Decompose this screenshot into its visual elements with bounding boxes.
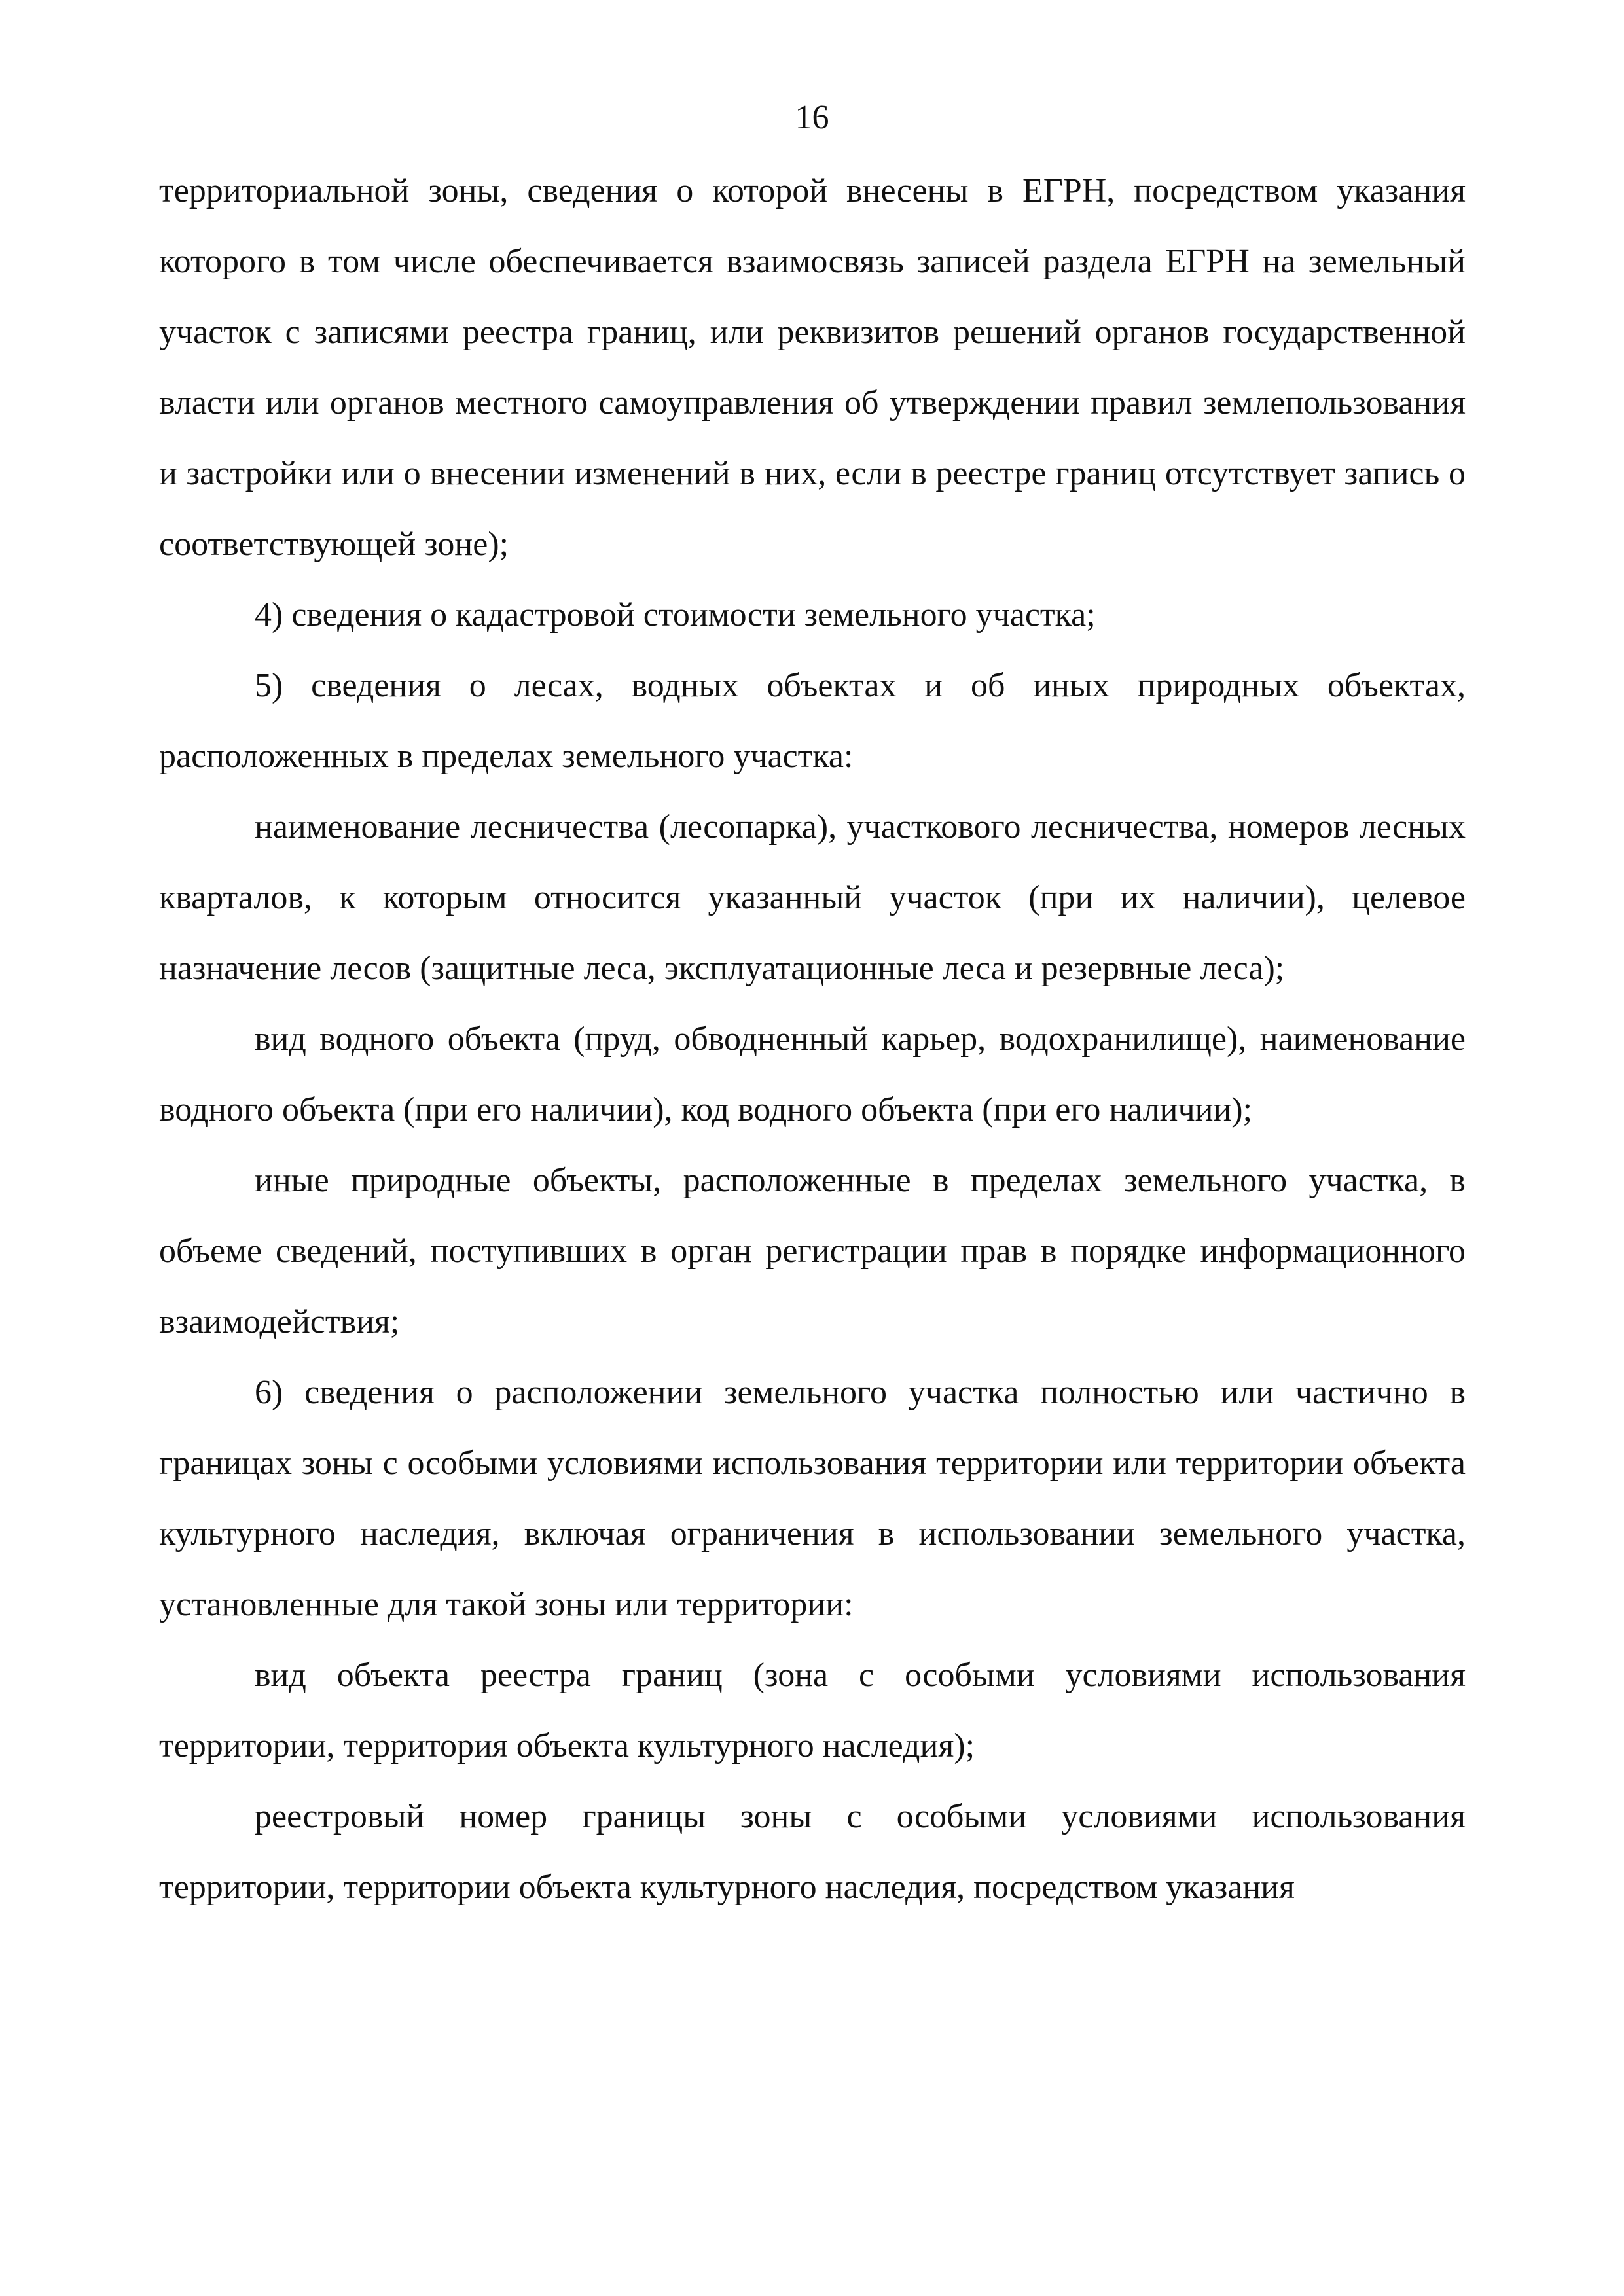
- paragraph-forestry: наименование лесничества (лесопарка), участкового лесничества, номеров лесных кварталов, к которым относится указанный участок (при их наличии), целевое назначение лесов (защитные леса, эксплуатационные леса и резервные леса);: [159, 808, 1466, 987]
- paragraph-item-4-cadastral-value: 4) сведения о кадастровой стоимости земельного участка;: [255, 596, 1096, 634]
- paragraph-other-natural-objects: иные природные объекты, расположенные в пределах земельного участка, в объеме сведений, поступивших в орган регистрации прав в порядке информационного взаимодействия;: [159, 1162, 1466, 1340]
- paragraph-item-6-special-zones: 6) сведения о расположении земельного участка полностью или частично в границах зоны с особыми условиями использования территории или территории объекта культурного наследия, включая ограничения в использовании земельного участка, установленные для такой зоны или территории:: [159, 1374, 1466, 1623]
- paragraph-item-5-natural-objects: 5) сведения о лесах, водных объектах и об иных природных объектах, расположенных в пределах земельного участка:: [159, 667, 1466, 775]
- page-number: 16: [795, 99, 829, 136]
- paragraph-border-registry-object-type: вид объекта реестра границ (зона с особыми условиями использования территории, территория объекта культурного наследия);: [159, 1657, 1466, 1765]
- paragraph-water-object: вид водного объекта (пруд, обводненный карьер, водохранилище), наименование водного объекта (при его наличии), код водного объекта (при его наличии);: [159, 1020, 1466, 1128]
- document-body: [159, 156, 1466, 1923]
- paragraph-registry-number: реестровый номер границы зоны с особыми условиями использования территории, территории объекта культурного наследия, посредством указания: [159, 1798, 1466, 1906]
- paragraph-territorial-zone-continuation: территориальной зоны, сведения о которой внесены в ЕГРН, посредством указания которого в том числе обеспечивается взаимосвязь записей раздела ЕГРН на земельный участок с записями реестра границ, или реквизитов решений органов государственной власти или органов местного самоуправления об утверждении правил землепользования и застройки или о внесении изменений в них, если в реестре границ отсутствует запись о соответствующей зоне);: [159, 172, 1466, 563]
